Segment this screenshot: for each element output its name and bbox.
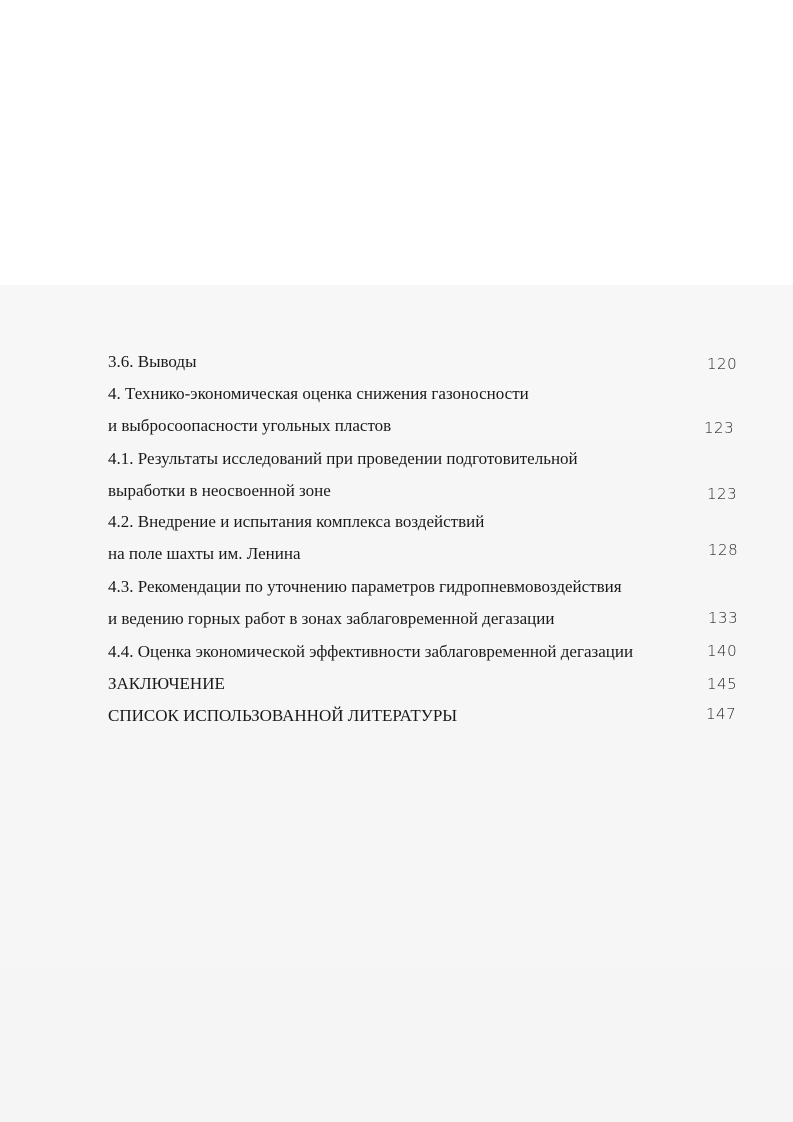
toc-entry-4-3: 4.3. Рекомендации по уточнению параметров гидропневмовоздействия bbox=[108, 577, 622, 596]
toc-page-number: 123 bbox=[707, 485, 738, 503]
toc-entry-4-4: 4.4. Оценка экономической эффективности заблаговременной дегазации bbox=[108, 642, 634, 661]
toc-entry-4: 4. Технико-экономическая оценка снижения газоносности bbox=[108, 384, 529, 403]
toc-page-number: 120 bbox=[707, 355, 738, 373]
toc-page-number: 145 bbox=[707, 675, 738, 693]
toc-page-number: 123 bbox=[704, 419, 735, 437]
toc-entry-4-2-cont: на поле шахты им. Ленина bbox=[108, 544, 301, 563]
toc-entry-4-2: 4.2. Внедрение и испытания комплекса воздействий bbox=[108, 512, 485, 531]
toc-page-number: 147 bbox=[706, 705, 737, 723]
toc-entry-3-6: 3.6. Выводы bbox=[108, 352, 197, 371]
toc-entry-4-1-cont: выработки в неосвоенной зоне bbox=[108, 481, 331, 500]
toc-entry-4-cont: и выбросоопасности угольных пластов bbox=[108, 416, 392, 435]
toc-entry-conclusion: ЗАКЛЮЧЕНИЕ bbox=[108, 674, 225, 693]
toc-entry-references: СПИСОК ИСПОЛЬЗОВАННОЙ ЛИТЕРАТУРЫ bbox=[108, 706, 458, 725]
toc-page-number: 128 bbox=[708, 541, 739, 559]
toc-page-number: 140 bbox=[707, 642, 738, 660]
toc-entry-4-3-cont: и ведению горных работ в зонах заблаговременной дегазации bbox=[108, 609, 555, 628]
toc-page-number: 133 bbox=[708, 609, 739, 627]
toc-entry-4-1: 4.1. Результаты исследований при проведении подготовительной bbox=[108, 449, 578, 468]
